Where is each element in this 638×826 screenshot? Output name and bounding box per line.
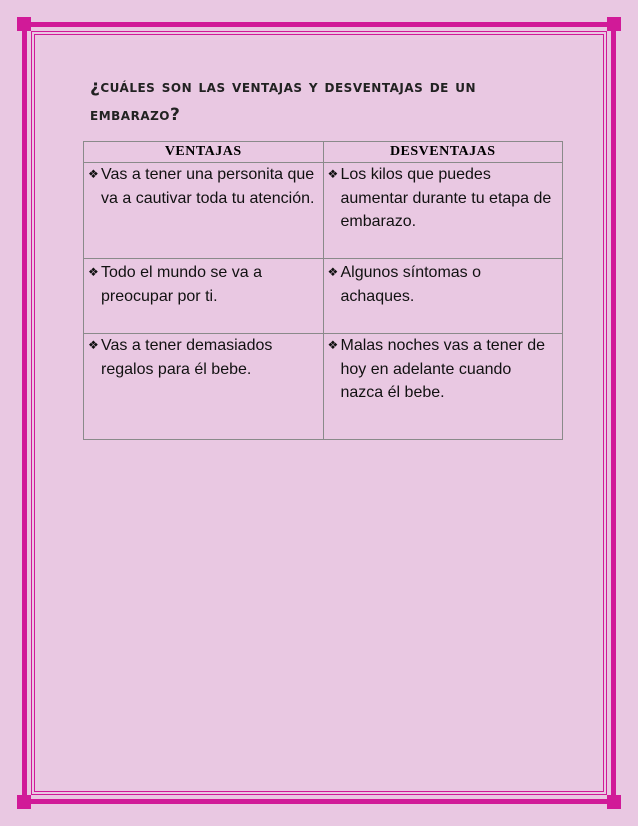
cell-text: Algunos síntomas o achaques.	[340, 264, 482, 305]
table-row	[84, 259, 563, 334]
cell-text: Vas a tener demasiados regalos para él bebe.	[101, 337, 273, 378]
page-title: ¿cuáles son las ventajas y desventajas de un embarazo?	[90, 77, 477, 125]
cell-text: Los kilos que puedes aumentar durante tu etapa de embarazo.	[340, 166, 552, 230]
diamond-bullet-icon: ❖	[88, 167, 99, 181]
table-cell	[323, 259, 563, 334]
corner-ornament-top-right	[607, 17, 621, 31]
header-desventajas: DESVENTAJAS	[323, 142, 563, 163]
comparison-table	[83, 141, 563, 440]
table-cell	[323, 163, 563, 259]
diamond-bullet-icon: ❖	[88, 338, 99, 352]
corner-ornament-bottom-right	[607, 795, 621, 809]
header-ventajas: VENTAJAS	[84, 142, 324, 163]
table-cell	[84, 334, 324, 440]
table-cell	[84, 259, 324, 334]
corner-ornament-top-left	[17, 17, 31, 31]
diamond-bullet-icon: ❖	[88, 265, 99, 279]
diamond-bullet-icon: ❖	[327, 265, 339, 279]
table-cell	[84, 163, 324, 259]
corner-ornament-bottom-left	[17, 795, 31, 809]
cell-text: Todo el mundo se va a preocupar por ti.	[101, 264, 262, 305]
table-row	[84, 334, 563, 440]
diamond-bullet-icon: ❖	[327, 167, 339, 181]
table-cell	[323, 334, 563, 440]
cell-text: Malas noches vas a tener de hoy en adelante cuando nazca él bebe.	[340, 337, 546, 401]
diamond-bullet-icon: ❖	[327, 338, 339, 352]
cell-text: Vas a tener una personita que va a cautivar toda tu atención.	[101, 166, 315, 207]
table-header-row	[84, 142, 563, 163]
table-row	[84, 163, 563, 259]
